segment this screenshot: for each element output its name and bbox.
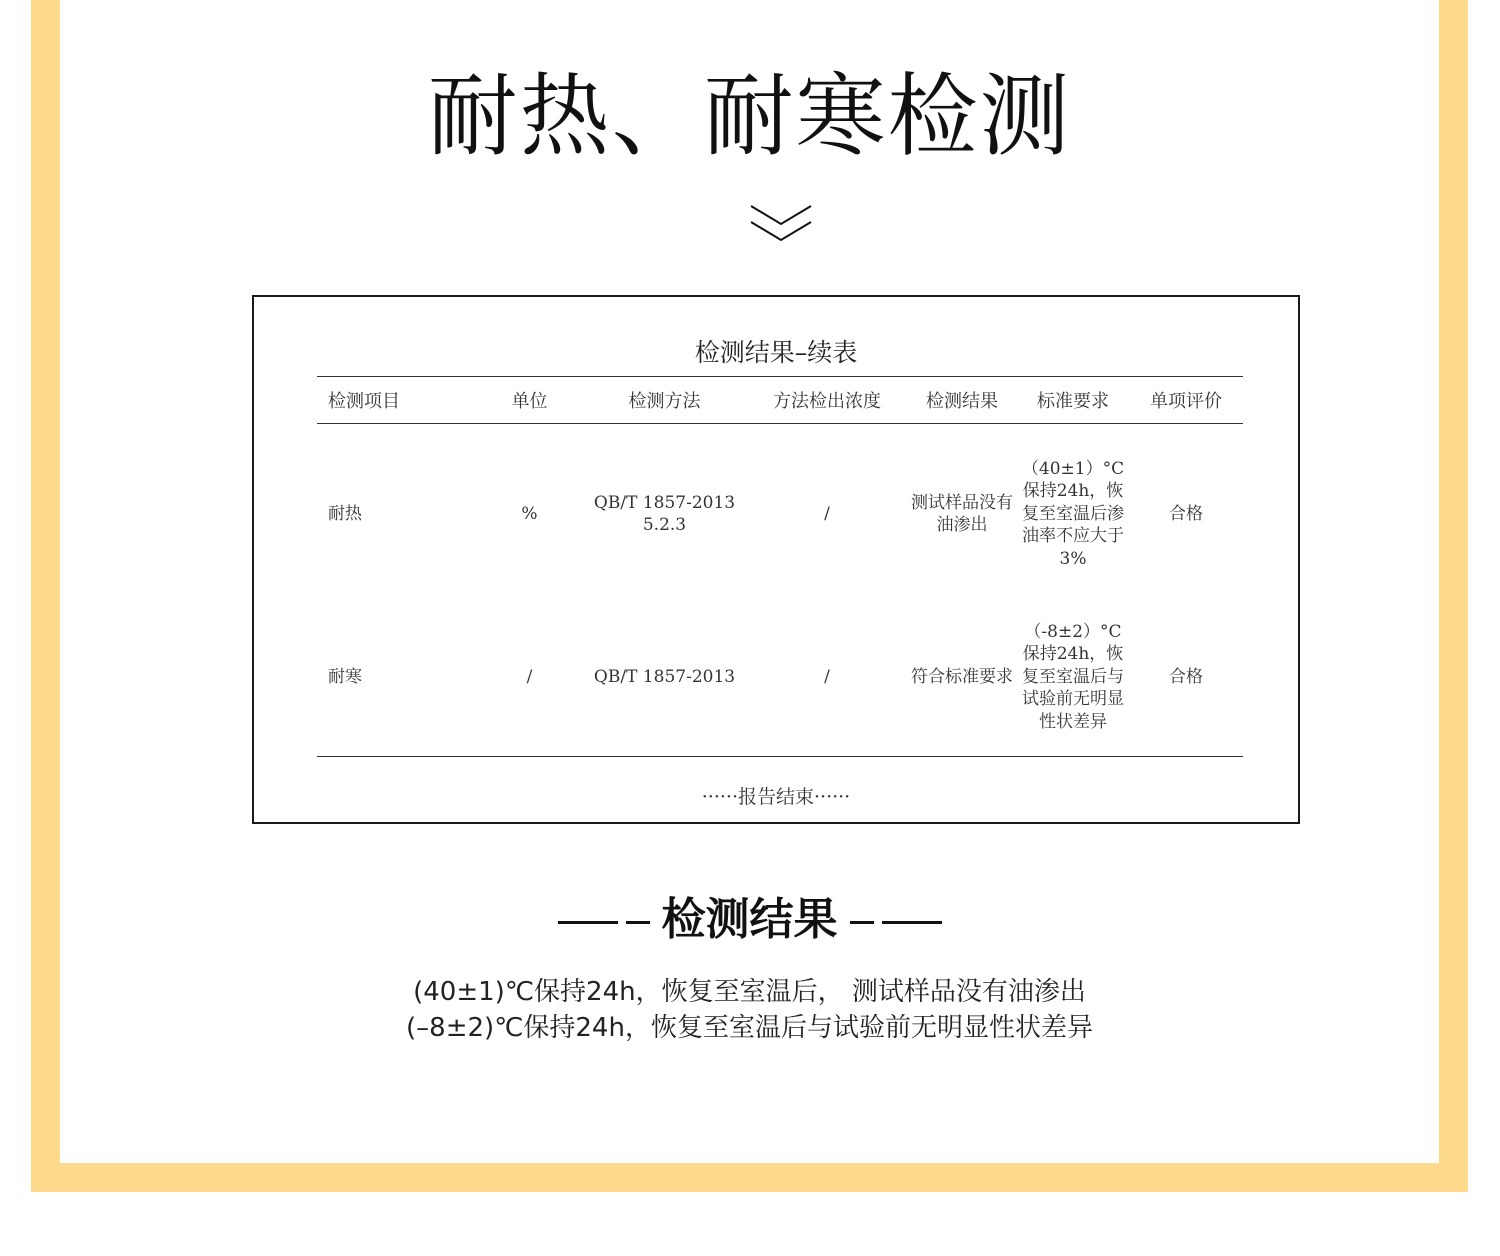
col-header-item: 检测项目	[317, 377, 477, 424]
method-clause: 5.2.3	[642, 515, 687, 535]
col-header-unit: 单位	[477, 377, 582, 424]
report-title: 检测结果–续表	[694, 338, 858, 367]
cell-detection-limit: /	[747, 598, 907, 757]
report-table-card	[252, 295, 1300, 824]
cell-result: 测试样品没有油渗出	[911, 492, 1013, 535]
page-title: 耐热、耐寒检测	[427, 64, 1072, 169]
heading-dash	[626, 921, 650, 924]
cell-standard: （40±1）°C保持24h，恢复至室温后渗油率不应大于3%	[1021, 458, 1125, 569]
results-table	[317, 376, 1243, 757]
col-header-evaluation: 单项评价	[1129, 377, 1243, 424]
results-description	[60, 974, 1439, 1046]
table-row	[317, 598, 1243, 757]
cell-result: 符合标准要求	[907, 598, 1017, 757]
results-heading-text: 检测结果	[661, 894, 838, 945]
heading-dash	[882, 921, 942, 924]
col-header-standard: 标准要求	[1017, 377, 1129, 424]
cell-item: 耐热	[328, 503, 362, 524]
cell-unit: %	[521, 503, 538, 524]
cell-standard: （-8±2）°C保持24h，恢复至室温后与试验前无明显性状差异	[1017, 598, 1129, 757]
cell-method	[582, 424, 747, 599]
col-header-method: 检测方法	[582, 377, 747, 424]
cell-detection-limit: /	[824, 503, 830, 524]
cell-method: QB/T 1857-2013	[582, 598, 747, 757]
table-row	[317, 424, 1243, 599]
table-header-row	[317, 377, 1243, 424]
result-line-cold: (–8±2)℃保持24h，恢复至室温后与试验前无明显性状差异	[406, 1013, 1093, 1043]
content-panel	[60, 0, 1439, 1163]
heading-dash	[558, 921, 618, 924]
cell-evaluation: 合格	[1129, 598, 1243, 757]
report-end-note: ······报告结束······	[701, 786, 851, 808]
cell-unit: /	[477, 598, 582, 757]
results-heading	[60, 890, 1439, 950]
col-header-result: 检测结果	[907, 377, 1017, 424]
double-chevron-down-icon	[749, 204, 813, 244]
col-header-detection-limit: 方法检出浓度	[747, 377, 907, 424]
result-line-heat: (40±1)℃保持24h，恢复至室温后， 测试样品没有油渗出	[413, 977, 1086, 1007]
yellow-frame	[31, 0, 1468, 1192]
method-standard-code: QB/T 1857-2013	[593, 492, 736, 513]
cell-item: 耐寒	[317, 598, 477, 757]
heading-dash	[850, 921, 874, 924]
cell-evaluation: 合格	[1169, 503, 1203, 524]
